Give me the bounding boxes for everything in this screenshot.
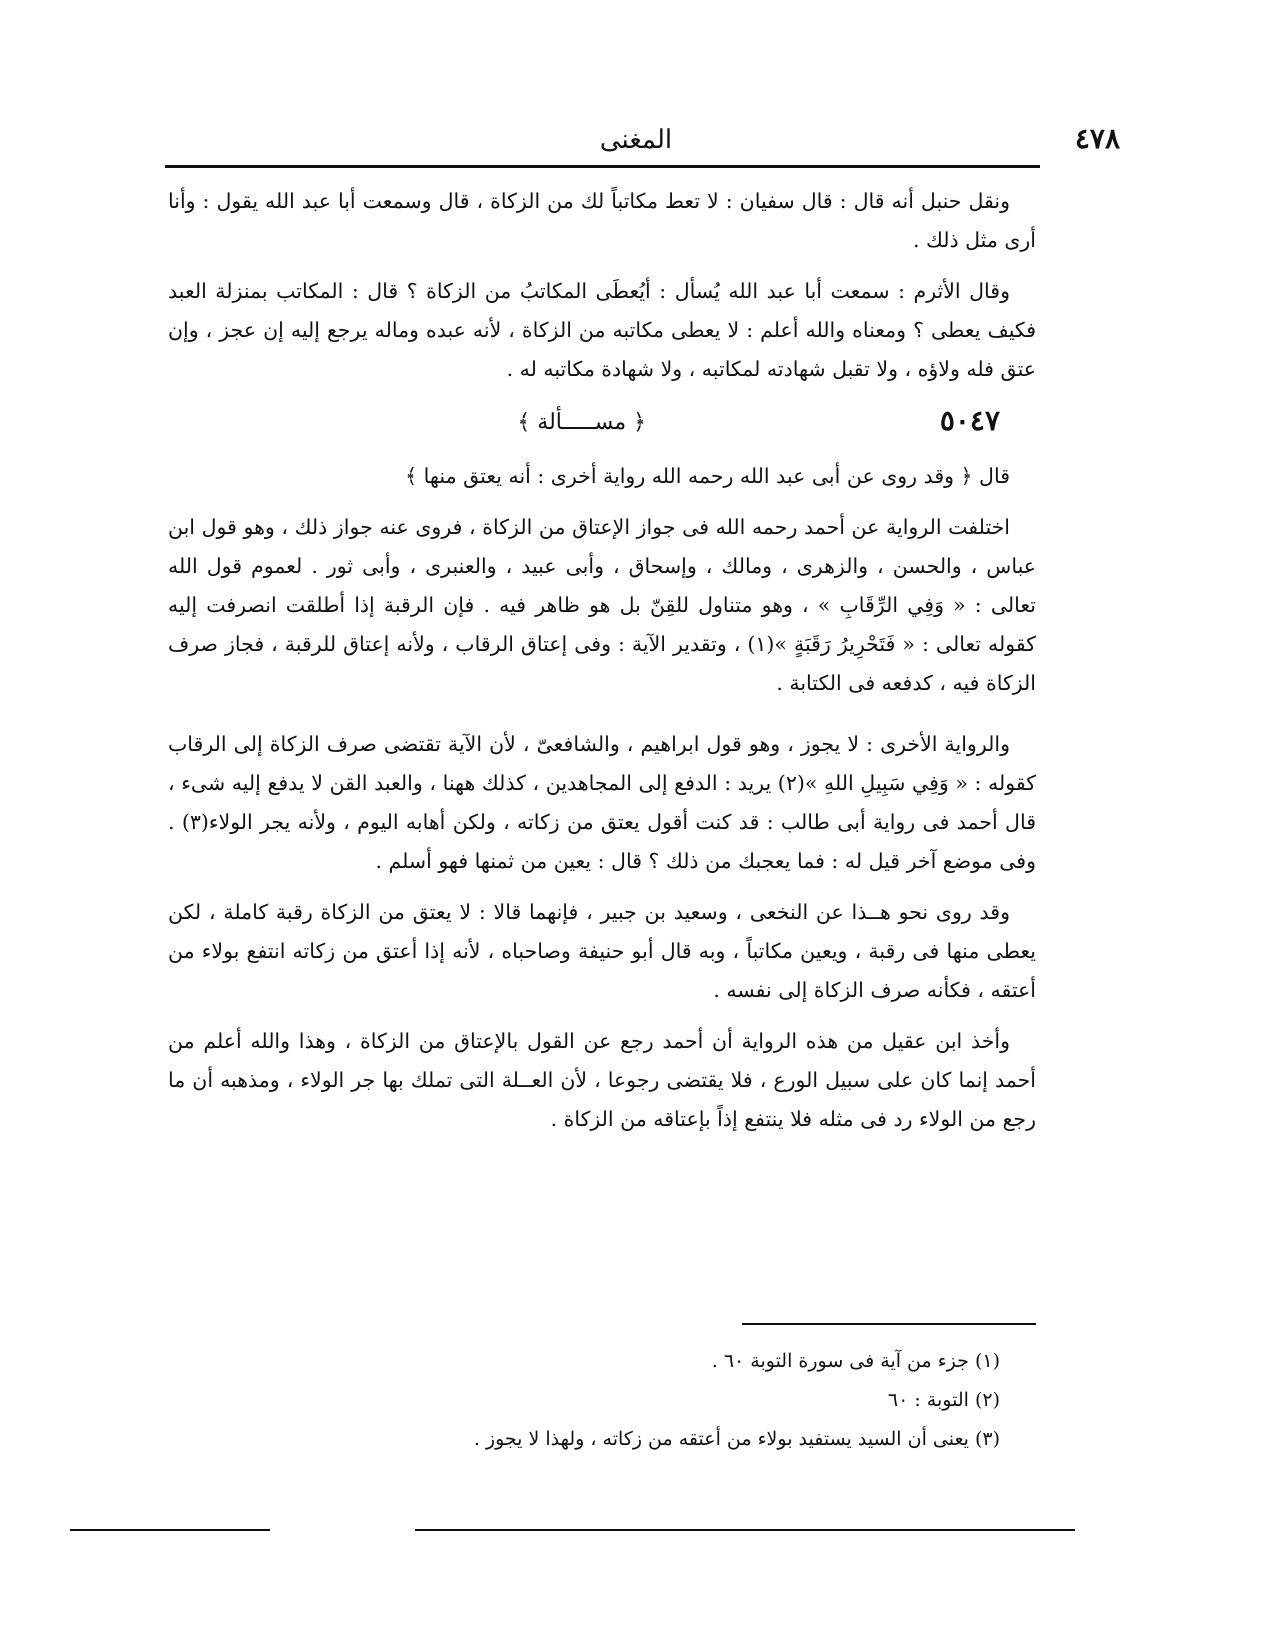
bottom-rule-right [415, 1529, 1075, 1531]
paragraph-4: اختلفت الرواية عن أحمد رحمه الله فى جواز الإعتاق من الزكاة ، فروى عنه جواز ذلك ، وهو قول ابن عباس ، والحسن ، والزهرى ، ومالك ، وإسحاق ، وأبى عبيد ، والعنبرى ، وأبى ثور . لعموم قول الله تعالى : « وَفِي الرِّقَابِ » ، وهو متناول للقِنّ بل هو ظاهر فيه . فإن الرقبة إذا أطلقت انصرفت إليه كقوله تعالى : « فَتَحْرِيرُ رَقَبَةٍ »(١) ، وتقدير الآية : وفى إعتاق الرقاب ، ولأنه إعتاق للرقبة ، فجاز صرف الزكاة فيه ، كدفعه فى الكتابة . [168, 515, 1036, 695]
paragraph-7: وأخذ ابن عقيل من هذه الرواية أن أحمد رجع عن القول بالإعتاق من الزكاة ، وهذا والله أعلم من أحمد إنما كان على سبيل الورع ، فلا يقتضى رجوعا ، لأن العــلة التى تملك بها جر الولاء ، ومذهبه أن ما رجع من الولاء رد فى مثله فلا ينتفع إذاً بإعتاقه من الزكاة . [168, 1029, 1036, 1131]
issue-number: ٥٠٤٧ [939, 404, 1000, 437]
running-header-title: المغنى [599, 125, 673, 155]
main-text [168, 182, 1036, 1151]
header-rule [165, 165, 1040, 168]
paragraph-1: ونقل حنبل أنه قال : قال سفيان : لا تعط مكاتباً لك من الزكاة ، قال وسمعت أبا عبد الله يقول : وأنا أرى مثل ذلك . [168, 189, 1036, 252]
issue-label: ﴿ مســـــألة ﴾ [517, 410, 646, 435]
footnote-rule [742, 1323, 1036, 1325]
footnote-1: (١) جزء من آية فى سورة التوبة ٦٠ . [711, 1350, 1000, 1372]
paragraph-3: قال ﴿ وقد روى عن أبى عبد الله رحمه الله رواية أخرى : أنه يعتق منها ﴾ [405, 464, 1010, 488]
paragraph-5: والرواية الأخرى : لا يجوز ، وهو قول ابراهيم ، والشافعىّ ، لأن الآية تقتضى صرف الزكاة إلى الرقاب كقوله : « وَفِي سَبِيلِ اللهِ »(٢) يريد : الدفع إلى المجاهدين ، كذلك ههنا ، والعبد القن لا يدفع إليه شىء ، قال أحمد فى رواية أبى طالب : قد كنت أقول يعتق من زكاته ، ولكن أهابه اليوم ، ولأنه يجر الولاء(٣) . وفى موضع آخر قيل له : فما يعجبك من ذلك ؟ قال : يعين من ثمنها فهو أسلم . [168, 732, 1037, 873]
footnote-3: (٣) يعنى أن السيد يستفيد بولاء من أعتقه من زكاته ، ولهذا لا يجوز . [473, 1428, 1000, 1450]
issue-heading [168, 401, 1036, 447]
bottom-rule-left [70, 1529, 270, 1531]
footnotes [400, 1342, 1000, 1459]
footnote-2: (٢) التوبة : ٦٠ [887, 1389, 1000, 1411]
page-number: ٤٧٨ [1074, 122, 1120, 155]
paragraph-6: وقد روى نحو هــذا عن النخعى ، وسعيد بن جبير ، فإنهما قالا : لا يعتق من الزكاة رقبة كاملة ، لكن يعطى منها فى رقبة ، ويعين مكاتباً ، وبه قال أبو حنيفة وصاحباه ، لأنه إذا أعتق من زكاته انتفع بولاء من أعتقه ، فكأنه صرف الزكاة إلى نفسه . [168, 900, 1036, 1002]
paragraph-2: وقال الأثرم : سمعت أبا عبد الله يُسأل : أيُعطَى المكاتبُ من الزكاة ؟ قال : المكاتب بمنزلة العبد فكيف يعطى ؟ ومعناه والله أعلم : لا يعطى مكاتبه من الزكاة ، لأنه عبده وماله يرجع إليه إن عجز ، وإن عتق فله ولاؤه ، ولا تقبل شهادته لمكاتبه ، ولا شهادة مكاتبه له . [168, 279, 1036, 381]
